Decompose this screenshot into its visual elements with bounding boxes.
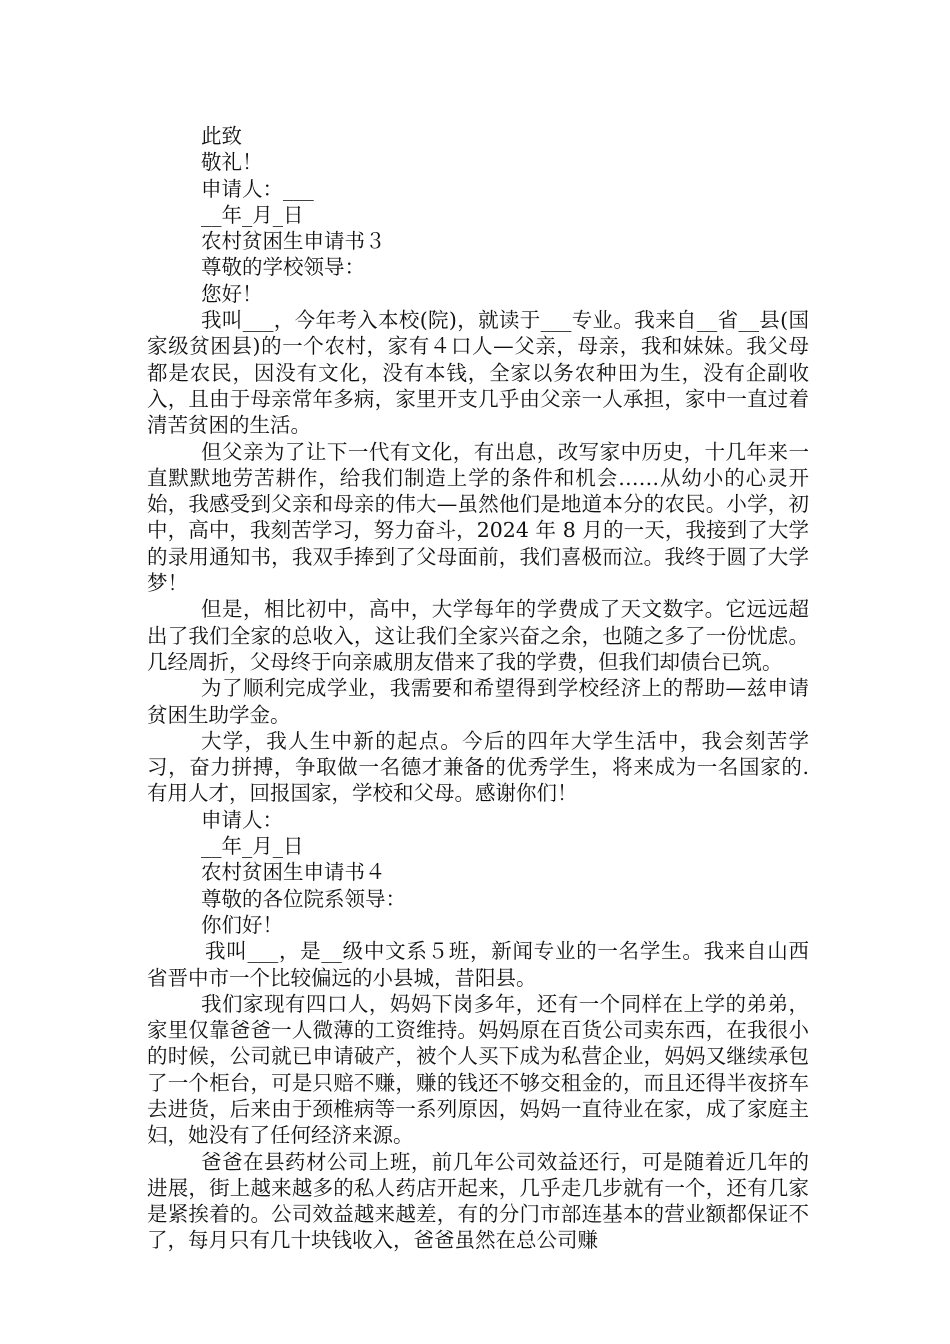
body-paragraph: 但是，相比初中，高中，大学每年的学费成了天文数字。它远远超出了我们全家的总收入，这让我们全家兴奋之余，也随之多了一份忧虑。几经周折，父母终于向亲戚朋友借来了我的学费，但我们却债台已筑。 [147,597,809,674]
body-paragraph: 我叫___，今年考入本校(院)，就读于___专业。我来自__省__县(国家级贫困县)的一个农村，家有４口人—父亲，母亲，我和妹妹。我父母都是农民，因没有文化，没有本钱，全家以务农种田为生，没有企副收入，且由于母亲常年多病，家里开支几乎由父亲一人承担，家中一直过着清苦贫困的生活。 [147,308,809,438]
greeting-recipient: 尊敬的学校领导： [201,255,365,280]
body-paragraph: 我们家现有四口人，妈妈下岗多年，还有一个同样在上学的弟弟，家里仅靠爸爸一人微薄的工资维持。妈妈原在百货公司卖东西，在我很小的时候，公司就已申请破产，被个人买下成为私营企业，妈妈又继续承包了一个柜台，可是只赔不赚，赚的钱还不够交租金的，而且还得半夜挤车去进货，后来由于颈椎病等一系列原因，妈妈一直待业在家，成了家庭主妇，她没有了任何经济来源。 [147,991,809,1148]
date-line: __年_月_日 [201,202,304,227]
applicant-line: 申请人：___ [201,176,314,201]
closing-line: 此致 [201,124,242,148]
body-paragraph: 爸爸在县药材公司上班，前几年公司效益还行，可是随着近几年的进展，街上越来越多的私人药店开起来，几乎走几步就有一个，还有几家是紧挨着的。公司效益越来越差，有的分门市部连基本的营业额都保证不了，每月只有几十块钱收入，爸爸虽然在总公司赚 [147,1149,809,1253]
document-body [147,123,809,1254]
section-title: 农村贫困生申请书４ [201,860,386,885]
body-paragraph: 大学，我人生中新的起点。今后的四年大学生活中，我会刻苦学习，奋力拼搏，争取做一名德才兼备的优秀学生，将来成为一名国家的.有用人才，回报国家，学校和父母。感谢你们！ [147,728,809,806]
date-line: __年_月_日 [201,834,304,859]
section-title: 农村贫困生申请书３ [201,229,386,254]
applicant-line: 申请人： [201,807,283,832]
body-paragraph: 但父亲为了让下一代有文化，有出息，改写家中历史，十几年来一直默默地劳苦耕作，给我们制造上学的条件和机会……从幼小的心灵开始，我感受到父亲和母亲的伟大—虽然他们是地道本分的农民。小学，初中，高中，我刻苦学习，努力奋斗，2024 年 8 月的一天，我接到了大学的录用通知书，我双手捧到了父母面前，我们喜极而泣。我终于圆了大学梦！ [147,439,809,596]
body-paragraph: 我叫___，是__级中文系５班，新闻专业的一名学生。我来自山西省晋中市一个比较偏远的小县城，昔阳县。 [147,939,809,990]
salutation-line: 敬礼！ [201,150,263,175]
greeting-line: 您好！ [201,281,263,306]
body-paragraph: 为了顺利完成学业，我需要和希望得到学校经济上的帮助—兹申请贫困生助学金。 [147,676,809,727]
greeting-recipient: 尊敬的各位院系领导： [201,886,406,911]
greeting-line: 你们好！ [201,912,283,937]
